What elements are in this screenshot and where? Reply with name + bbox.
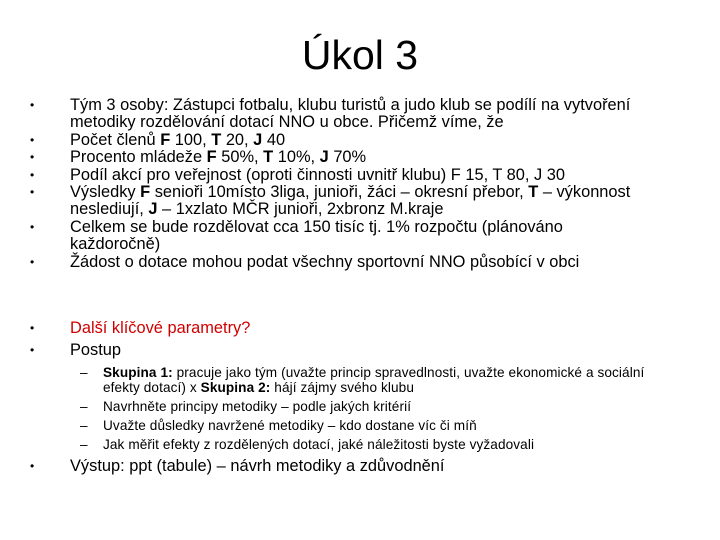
sub-item-consequences (0, 418, 720, 433)
slide-title: Úkol 3 (301, 32, 419, 78)
bullet-item-team (0, 97, 720, 132)
bullet-icon: • (30, 167, 35, 182)
bullet-text: Postup (70, 341, 122, 360)
bullet-item-output (0, 458, 720, 475)
dash-icon: – (80, 365, 88, 380)
bullet-list-main (0, 97, 720, 271)
bullet-icon: • (30, 132, 35, 147)
bullet-text: Podíl akcí pro veřejnost (oproti činnosti uvnitř klubu) F 15, T 80, J 30 (70, 165, 566, 184)
bullet-item-youth (0, 149, 720, 166)
bullet-text: Tým 3 osoby: Zástupci fotbalu, klubu turistů a judo klub se podílí na vytvoření metodiky rozdělování dotací NNO u obce. Přičemž víme, že (70, 96, 631, 132)
bullet-text: Procento mládeže F 50%, T 10%, J 70% (70, 148, 367, 167)
bullet-icon: • (30, 219, 35, 234)
bullet-icon: • (30, 254, 35, 269)
bullet-icon: • (30, 98, 35, 112)
bullet-icon: • (30, 459, 35, 473)
bullet-text: Výstup: ppt (tabule) – návrh metodiky a zdůvodnění (70, 457, 445, 475)
bullet-text: Další klíčové parametry? (70, 319, 251, 337)
dash-icon: – (80, 437, 88, 452)
bullet-item-key-parameters (0, 320, 720, 337)
bullet-item-applications (0, 254, 720, 271)
bullet-list-output (0, 458, 720, 475)
bullet-text: Výsledky F senioři 10místo 3liga, junioři, žáci – okresní přebor, T – výkonnost neslediují, J – 1xzlato MČR junioři, 2xbronz M.kraje (70, 183, 631, 219)
bullet-item-members (0, 132, 720, 149)
sub-item-principles (0, 399, 720, 414)
bullet-item-procedure (0, 342, 720, 359)
bullet-text: Počet členů F 100, T 20, J 40 (70, 130, 286, 149)
bullet-item-public-events (0, 167, 720, 184)
bullet-text: Celkem se bude rozdělovat cca 150 tisíc tj. 1% rozpočtu (plánováno každoročně) (70, 217, 563, 254)
sub-item-text: Navrhněte principy metodiky – podle jakých kritérií (103, 399, 412, 414)
dash-icon: – (80, 418, 88, 433)
sub-item-text: Skupina 1: pracuje jako tým (uvažte princip spravedlnosti, uvažte ekonomické a sociální efekty dotací) x Skupina 2: hájí zájmy svého klubu (103, 365, 645, 395)
bullet-item-budget (0, 219, 720, 254)
sub-item-effects (0, 437, 720, 452)
sub-item-text: Jak měřit efekty z rozdělených dotací, jaké náležitosti byste vyžadovali (103, 437, 535, 452)
bullet-icon: • (30, 343, 35, 358)
bullet-item-results (0, 184, 720, 219)
dash-icon: – (80, 399, 88, 414)
sub-item-text: Uvažte důsledky navržené metodiky – kdo dostane víc či míň (103, 418, 477, 433)
bullet-text: Žádost o dotace mohou podat všechny sportovní NNO působící v obci (70, 252, 580, 271)
sub-list-procedure (0, 365, 720, 452)
sub-item-groups (0, 365, 720, 395)
bullet-icon: • (30, 150, 35, 165)
bullet-icon: • (30, 321, 35, 335)
bullet-icon: • (30, 185, 35, 200)
bullet-list-parameters (0, 320, 720, 360)
